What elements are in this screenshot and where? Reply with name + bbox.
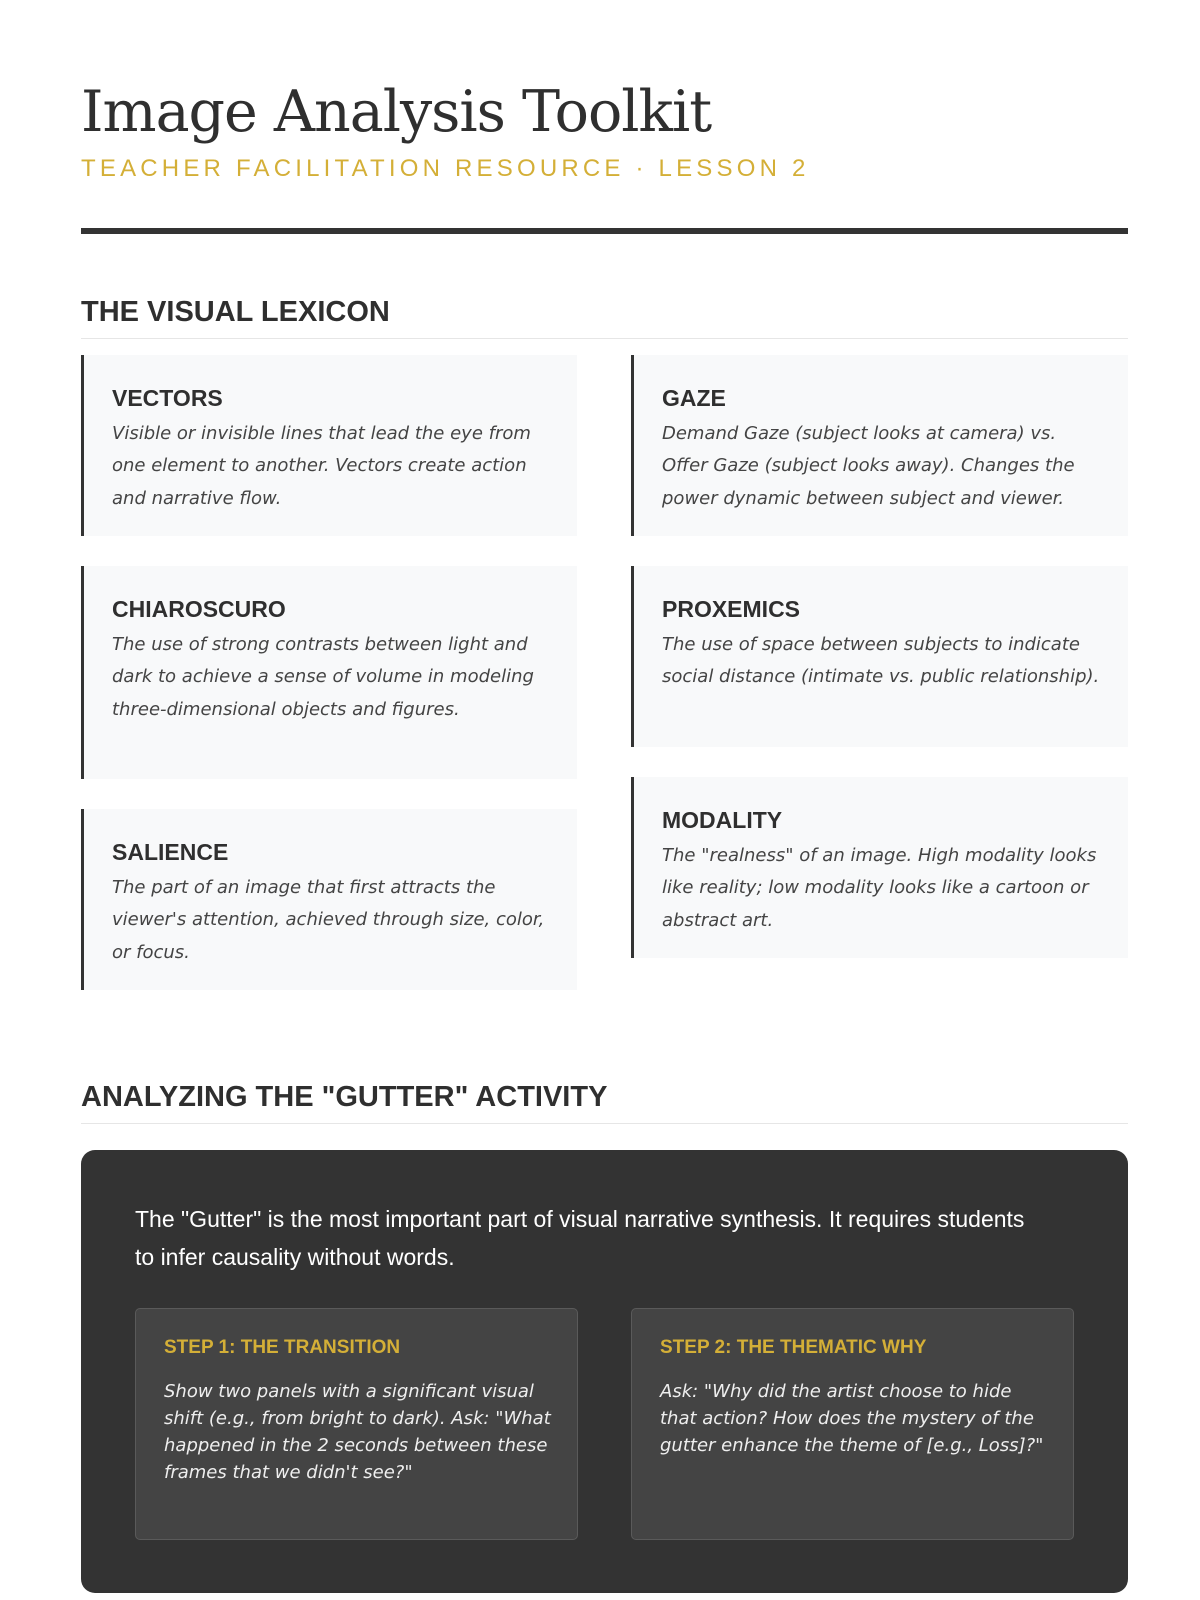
lexicon-term: GAZE [662,385,726,411]
lexicon-card-proxemics [631,566,1128,747]
lexicon-term: PROXEMICS [662,596,801,622]
lexicon-term: CHIAROSCURO [112,596,286,622]
lexicon-definition: The use of strong contrasts between light and dark to achieve a sense of volume in modeling three-dimensional objects and figures. [112,633,534,720]
lexicon-term: MODALITY [662,807,783,833]
step-title: STEP 2: THE THEMATIC WHY [660,1337,927,1358]
step-title: STEP 1: THE TRANSITION [164,1337,401,1358]
lexicon-card-vectors [81,355,577,536]
lexicon-definition: Demand Gaze (subject looks at camera) vs. Offer Gaze (subject looks away). Changes the power dynamic between subject and viewer. [662,422,1075,509]
page-subtitle: TEACHER FACILITATION RESOURCE · LESSON 2 [81,155,810,182]
gutter-activity-heading: ANALYZING THE "GUTTER" ACTIVITY [81,1080,1128,1124]
title-divider [81,228,1128,234]
gutter-activity-panel [81,1150,1128,1593]
lexicon-definition: The use of space between subjects to indicate social distance (intimate vs. public relationship). [662,633,1100,688]
lexicon-card-chiaroscuro [81,566,577,779]
step-text: Ask: "Why did the artist choose to hide that action? How does the mystery of the gutter enhance the theme of [e.g., Loss]?" [660,1380,1044,1456]
lexicon-heading: THE VISUAL LEXICON [81,295,1128,339]
lexicon-card-gaze [631,355,1128,536]
lexicon-card-modality [631,777,1128,958]
lexicon-card-salience [81,809,577,990]
lexicon-term: SALIENCE [112,839,229,865]
step-text: Show two panels with a significant visual shift (e.g., from bright to dark). Ask: "What happened in the 2 seconds between these frames that we didn't see?" [164,1380,551,1483]
lexicon-term: VECTORS [112,385,223,411]
step-card-transition [135,1308,578,1540]
page-title: Image Analysis Toolkit [81,79,712,145]
lexicon-definition: The part of an image that first attracts the viewer's attention, achieved through size, color, or focus. [112,876,545,963]
gutter-activity-intro: The "Gutter" is the most important part of visual narrative synthesis. It requires students to infer causality without words. [135,1206,1025,1270]
lexicon-definition: The "realness" of an image. High modality looks like reality; low modality looks like a cartoon or abstract art. [662,844,1097,931]
lexicon-definition: Visible or invisible lines that lead the eye from one element to another. Vectors create action and narrative flow. [112,422,531,509]
step-card-thematic-why [631,1308,1074,1540]
